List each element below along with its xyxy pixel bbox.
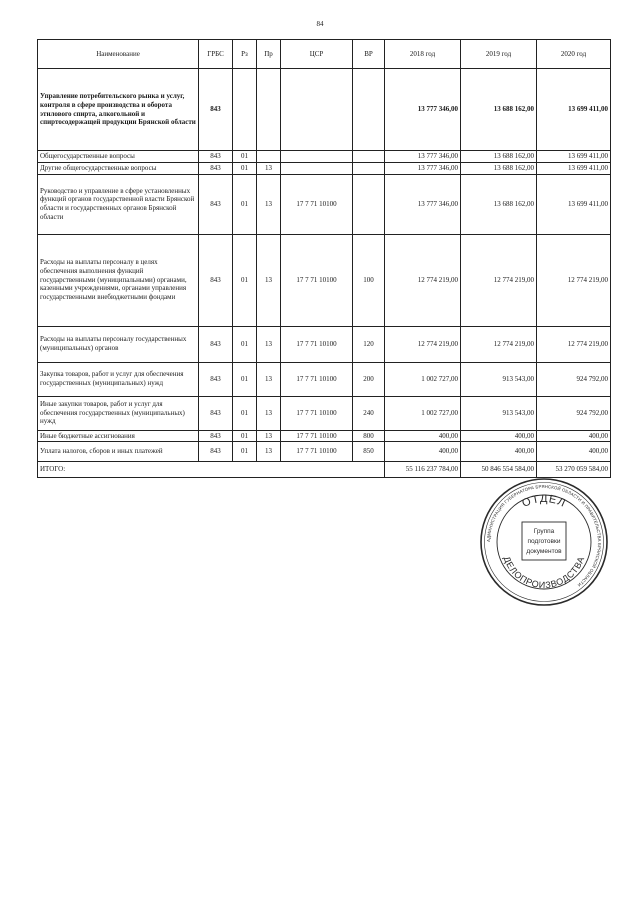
- cell-pr: 13: [257, 326, 281, 362]
- stamp-center-line-3: документов: [526, 548, 562, 555]
- cell-2020: 12 774 219,00: [537, 234, 611, 326]
- cell-name: Иные бюджетные ассигнования: [38, 430, 199, 442]
- cell-grbs: 843: [199, 174, 233, 234]
- cell-csr: [281, 69, 353, 151]
- total-2020: 53 270 059 584,00: [537, 462, 611, 478]
- total-label: ИТОГО:: [38, 462, 385, 478]
- cell-grbs: 843: [199, 430, 233, 442]
- cell-grbs: 843: [199, 442, 233, 462]
- cell-rz: 01: [233, 442, 257, 462]
- cell-rz: 01: [233, 396, 257, 430]
- cell-2020: 13 699 411,00: [537, 174, 611, 234]
- cell-csr: 17 7 71 10100: [281, 326, 353, 362]
- cell-name: Управление потребительского рынка и услуг, контроля в сфере производства и оборота этилового спирта, алкогольной и спиртосодержащей продукции Брянской области: [38, 69, 199, 151]
- cell-vr: 100: [353, 234, 385, 326]
- header-pr: Пр: [257, 40, 281, 69]
- cell-2018: 1 002 727,00: [385, 362, 461, 396]
- cell-csr: 17 7 71 10100: [281, 396, 353, 430]
- cell-2018: 400,00: [385, 442, 461, 462]
- total-2018: 55 116 237 784,00: [385, 462, 461, 478]
- table-row: [38, 362, 611, 396]
- cell-csr: [281, 162, 353, 174]
- cell-rz: 01: [233, 430, 257, 442]
- cell-grbs: 843: [199, 151, 233, 163]
- cell-2019: 913 543,00: [461, 362, 537, 396]
- cell-2018: 400,00: [385, 430, 461, 442]
- cell-vr: [353, 151, 385, 163]
- cell-rz: 01: [233, 326, 257, 362]
- cell-csr: [281, 151, 353, 163]
- cell-2020: 13 699 411,00: [537, 69, 611, 151]
- budget-table: [37, 39, 611, 478]
- cell-2019: 400,00: [461, 430, 537, 442]
- stamp-center-line-1: Группа: [533, 528, 555, 535]
- table-header-row: [38, 40, 611, 69]
- cell-vr: [353, 162, 385, 174]
- stamp-ring-text: АДМИНИСТРАЦИЯ ГУБЕРНАТОРА БРЯНСКОЙ ОБЛАСТИ И ПРАВИТЕЛЬСТВА БРЯНСКОЙ ОБЛАСТИ: [485, 483, 603, 588]
- cell-csr: 17 7 71 10100: [281, 234, 353, 326]
- table-row: [38, 430, 611, 442]
- cell-2019: 13 688 162,00: [461, 174, 537, 234]
- table-body: [38, 69, 611, 478]
- cell-name: Общегосударственные вопросы: [38, 151, 199, 163]
- cell-2018: 13 777 346,00: [385, 69, 461, 151]
- cell-rz: 01: [233, 162, 257, 174]
- cell-grbs: 843: [199, 162, 233, 174]
- header-2018: 2018 год: [385, 40, 461, 69]
- cell-grbs: 843: [199, 69, 233, 151]
- cell-pr: 13: [257, 162, 281, 174]
- cell-csr: 17 7 71 10100: [281, 442, 353, 462]
- cell-vr: 850: [353, 442, 385, 462]
- table-row: [38, 326, 611, 362]
- cell-rz: 01: [233, 234, 257, 326]
- cell-csr: 17 7 71 10100: [281, 430, 353, 442]
- cell-2019: 913 543,00: [461, 396, 537, 430]
- cell-pr: 13: [257, 442, 281, 462]
- cell-vr: 200: [353, 362, 385, 396]
- cell-rz: 01: [233, 362, 257, 396]
- table-row: [38, 162, 611, 174]
- official-stamp: [478, 476, 610, 608]
- cell-name: Уплата налогов, сборов и иных платежей: [38, 442, 199, 462]
- cell-vr: [353, 174, 385, 234]
- cell-vr: 800: [353, 430, 385, 442]
- cell-rz: [233, 69, 257, 151]
- cell-2019: 12 774 219,00: [461, 326, 537, 362]
- cell-2020: 400,00: [537, 430, 611, 442]
- cell-grbs: 843: [199, 326, 233, 362]
- table-row: [38, 151, 611, 163]
- cell-2018: 13 777 346,00: [385, 151, 461, 163]
- stamp-center-line-2: подготовки: [527, 538, 561, 545]
- cell-2019: 13 688 162,00: [461, 151, 537, 163]
- stamp-arc-top: ОТДЕЛ: [520, 492, 568, 510]
- cell-2020: 13 699 411,00: [537, 151, 611, 163]
- header-grbs: ГРБС: [199, 40, 233, 69]
- table-row: [38, 442, 611, 462]
- cell-2018: 1 002 727,00: [385, 396, 461, 430]
- cell-grbs: 843: [199, 396, 233, 430]
- cell-pr: 13: [257, 362, 281, 396]
- header-vr: ВР: [353, 40, 385, 69]
- cell-2020: 924 792,00: [537, 396, 611, 430]
- cell-csr: 17 7 71 10100: [281, 174, 353, 234]
- header-2019: 2019 год: [461, 40, 537, 69]
- cell-name: Руководство и управление в сфере установленных функций органов государственной власти Брянской области и государственных органов Брянской области: [38, 174, 199, 234]
- cell-pr: 13: [257, 234, 281, 326]
- cell-grbs: 843: [199, 234, 233, 326]
- header-rz: Рз: [233, 40, 257, 69]
- cell-2020: 400,00: [537, 442, 611, 462]
- cell-name: Расходы на выплаты персоналу государственных (муниципальных) органов: [38, 326, 199, 362]
- cell-2018: 12 774 219,00: [385, 326, 461, 362]
- cell-rz: 01: [233, 174, 257, 234]
- table-row: [38, 396, 611, 430]
- cell-2018: 12 774 219,00: [385, 234, 461, 326]
- cell-2018: 13 777 346,00: [385, 174, 461, 234]
- cell-rz: 01: [233, 151, 257, 163]
- cell-2020: 13 699 411,00: [537, 162, 611, 174]
- cell-2018: 13 777 346,00: [385, 162, 461, 174]
- cell-pr: 13: [257, 174, 281, 234]
- cell-pr: [257, 151, 281, 163]
- cell-vr: 240: [353, 396, 385, 430]
- cell-2020: 12 774 219,00: [537, 326, 611, 362]
- cell-grbs: 843: [199, 362, 233, 396]
- page-number: 84: [316, 20, 324, 28]
- cell-pr: 13: [257, 430, 281, 442]
- cell-name: Расходы на выплаты персоналу в целях обеспечения выполнения функций государственными (муниципальными) органами, казенными учреждениями, органами управления государственными внебюджетными фондами: [38, 234, 199, 326]
- svg-text:ОТДЕЛ: [520, 493, 567, 510]
- cell-2019: 13 688 162,00: [461, 162, 537, 174]
- cell-name: Закупка товаров, работ и услуг для обеспечения государственных (муниципальных) нужд: [38, 362, 199, 396]
- cell-csr: 17 7 71 10100: [281, 362, 353, 396]
- header-name: Наименование: [38, 40, 199, 69]
- header-csr: ЦСР: [281, 40, 353, 69]
- cell-2020: 924 792,00: [537, 362, 611, 396]
- header-2020: 2020 год: [537, 40, 611, 69]
- cell-2019: 13 688 162,00: [461, 69, 537, 151]
- total-2019: 50 846 554 584,00: [461, 462, 537, 478]
- table-row: [38, 69, 611, 151]
- cell-2019: 12 774 219,00: [461, 234, 537, 326]
- cell-vr: [353, 69, 385, 151]
- table-row: [38, 174, 611, 234]
- cell-pr: [257, 69, 281, 151]
- cell-name: Иные закупки товаров, работ и услуг для обеспечения государственных (муниципальных) нужд: [38, 396, 199, 430]
- cell-name: Другие общегосударственные вопросы: [38, 162, 199, 174]
- cell-2019: 400,00: [461, 442, 537, 462]
- stamp-arc-bottom: ДЕЛОПРОИЗВОДСТВА: [501, 554, 587, 591]
- cell-vr: 120: [353, 326, 385, 362]
- table-row: [38, 234, 611, 326]
- cell-pr: 13: [257, 396, 281, 430]
